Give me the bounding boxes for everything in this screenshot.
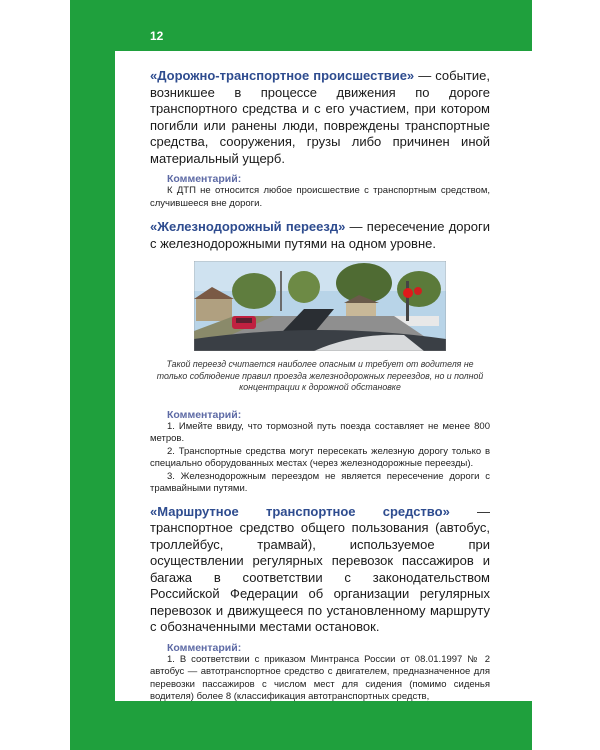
- definition-text: — транспортное средство общего пользования (автобус, троллейбус, трамвай), используемое при осуществлении регулярных перевозок пассажиров и багажа в соответствии с законодательством Российской Федерации об организации регулярных перевозок и движущееся по установленному маршруту с обозначенными местами остановок.: [150, 503, 490, 634]
- definition-road-accident: [150, 68, 490, 167]
- comment-item: 2. Транспортные средства могут пересекать железную дорогу только в специально оборудованных местах (через железнодорожные переезды).: [150, 445, 490, 469]
- page-number: 12: [150, 29, 164, 43]
- definition-route-vehicle: [150, 504, 490, 636]
- page-content: [115, 51, 532, 701]
- definition-railway-crossing: [150, 219, 490, 252]
- comment-block: [150, 654, 490, 704]
- definition-text: — пересечение дороги с железнодорожными путями на одном уровне.: [150, 219, 490, 251]
- term-railway-crossing: «Железнодорожный переезд»: [150, 219, 346, 234]
- comment-item: 1. Имейте ввиду, что тормозной путь поезда составляет не менее 800 метров.: [150, 420, 490, 444]
- comment-heading: Комментарий:: [167, 173, 242, 185]
- comment-item: 3. Железнодорожным переездом не является пересечение дороги с трамвайными путями.: [150, 470, 490, 494]
- comment-block: [150, 421, 490, 496]
- comment-block: [150, 185, 490, 210]
- comment-heading: Комментарий:: [167, 641, 242, 654]
- photo-caption: Такой переезд считается наиболее опасным и требует от водителя не только соблюдение правил проезда железнодорожных переездов, но и полной концентрации к дорожной обстановке: [156, 359, 484, 392]
- term-road-accident: «Дорожно-транспортное происшествие»: [150, 68, 415, 83]
- comment-text: 1. В соответствии с приказом Минтранса России от 08.01.1997 № 2 автобус — автотранспортное средство с двигателем, предназначенное для перевозки пассажиров с числом мест для сидения (помимо сиденья водителя) более 8 (классификация автотранспортных средств,: [150, 653, 490, 702]
- comment-heading: Комментарий:: [167, 408, 242, 421]
- railway-crossing-photo: [194, 261, 446, 351]
- definition-text: — событие, возникшее в процессе движения по дороге транспортного средства и с его участием, при котором погибли или ранены люди, повреждены транспортные средства, сооружения, грузы либо причинен иной материальный ущерб.: [150, 68, 490, 166]
- term-route-vehicle: «Маршрутное транспортное средство»: [150, 503, 450, 519]
- comment-text: К ДТП не относится любое происшествие с транспортным средством, случившееся вне дороги.: [150, 185, 490, 209]
